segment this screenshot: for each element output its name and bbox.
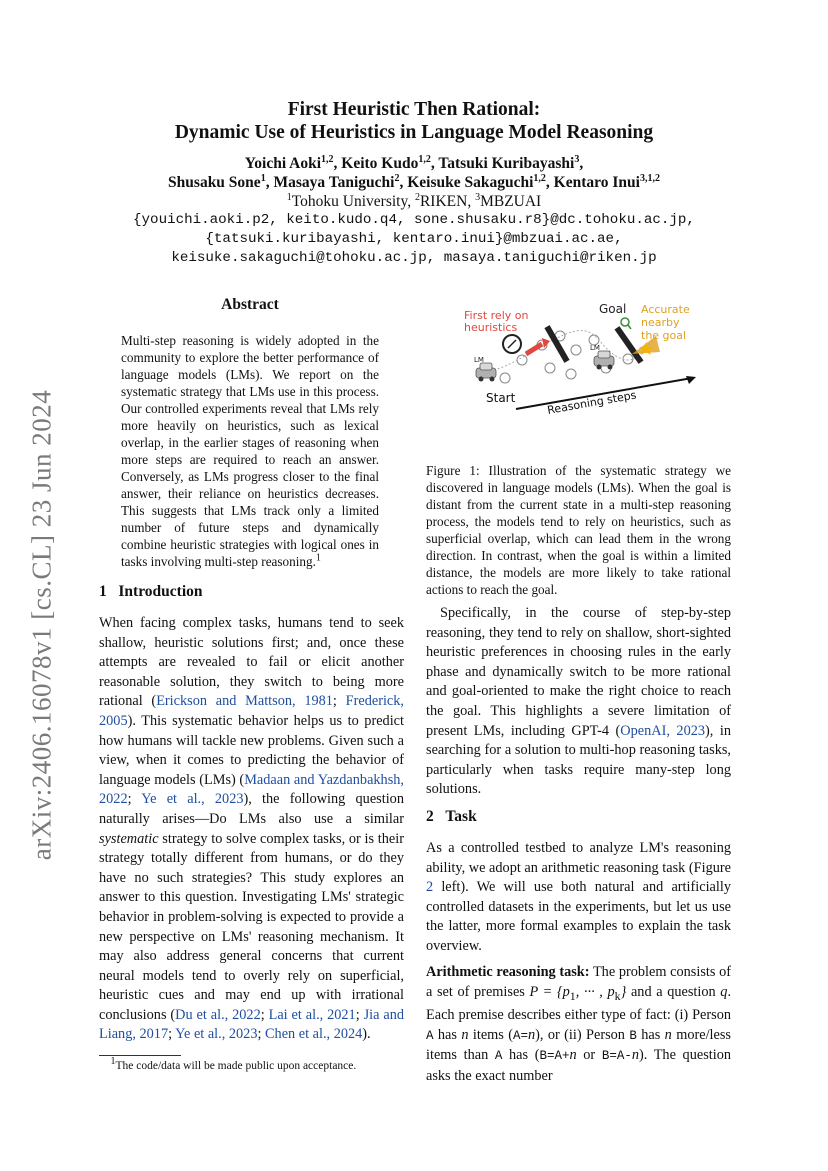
text-run: Specifically, in the course of step-by-step reasoning, they tend to rely on shallow, short-sighted heuristic preferences in choosing rules in the early phase and dynamically switch to be more rational and goal-oriented to make the right choice to reach the goal. This highlights a severe limitation of present LMs, including GPT-4 ( xyxy=(426,605,731,739)
text-run: strategy to solve complex tasks, or is their strategy totally different from humans, or do they have no such strategies? This study explores an answer to this question. Investigating LMs' strategic behavior in problem-solving is expected to provide a new perspective on LMs' reasoning mechanism. It may also address general concerns that current neural models tend to overly rely on superficial, heuristic cues and may end up with irrational conclusions ( xyxy=(99,830,404,1023)
code-run: A= xyxy=(513,1028,529,1043)
label-lm: LM xyxy=(590,344,600,352)
citation-link[interactable]: Ye et al., 2023 xyxy=(141,791,244,808)
text-run: has xyxy=(433,1026,462,1043)
affil-mark: 2 xyxy=(414,191,420,203)
author-name: Masaya Taniguchi xyxy=(273,174,395,191)
email-line-2[interactable]: {tatsuki.kuribayashi, kentaro.inui}@mbzuai.ac.ae, xyxy=(205,231,623,247)
abstract-body: Multi-step reasoning is widely adopted in the community to explore the better performance of language models (LMs). We report on the systematic strategy that LMs use in this process. Our controlled experiments reveal that LMs rely more heavily on heuristics, such as lexical overlap, in the earlier stages of reasoning when more steps are required to reach an answer. Conversely, as LMs progress closer to the final answer, their reliance on heuristics decreases. This suggests that LMs track only a limited number of future steps and dynamically combine heuristic strategies with logical ones in tasks involving multi-step reasoning. xyxy=(121,333,379,569)
affiliations xyxy=(100,192,728,211)
author-affil-mark: 1 xyxy=(260,172,266,184)
intro-paragraph-1 xyxy=(99,614,404,1045)
arxiv-sidebar xyxy=(22,365,62,885)
trajectory-node xyxy=(545,363,555,373)
citation-link[interactable]: Lai et al., 2021 xyxy=(268,1006,356,1023)
label-accurate: nearby xyxy=(641,316,680,329)
text-run: ; xyxy=(260,1006,269,1023)
text-run: ). xyxy=(362,1026,371,1043)
section-number: 2 xyxy=(426,808,434,825)
text-run: ; xyxy=(168,1026,176,1043)
intro-paragraph-2 xyxy=(426,604,731,800)
car-icon xyxy=(476,363,496,382)
trajectory-node xyxy=(566,369,576,379)
affil-mark: 3 xyxy=(475,191,481,203)
author-affil-mark: 3 xyxy=(574,153,580,165)
section-number: 1 xyxy=(99,583,107,600)
math-run: P = {p xyxy=(529,983,570,1000)
trajectory-node xyxy=(500,373,510,383)
citation-link[interactable]: Erickson and Mattson, 1981 xyxy=(156,693,333,710)
author-affil-mark: 1,2 xyxy=(533,172,546,184)
author-name: Keisuke Sakaguchi xyxy=(407,174,534,191)
math-run: n xyxy=(461,1026,469,1043)
math-run: n xyxy=(528,1026,536,1043)
text-run: ). The question asks the exact number xyxy=(426,1047,731,1084)
author-affil-mark: 2 xyxy=(394,172,400,184)
text-run: and a question xyxy=(626,983,721,1000)
citation-link[interactable]: Madaan and Yazdanbakhsh, 2022 xyxy=(99,771,404,808)
code-run: B=A- xyxy=(601,1049,632,1064)
citation-link[interactable]: Du et al., 2022 xyxy=(175,1006,261,1023)
figure-1 xyxy=(456,296,702,416)
author-affil-mark: 1,2 xyxy=(418,153,431,165)
task-paragraph-2 xyxy=(426,963,731,1086)
label-heuristics: heuristics xyxy=(464,321,518,334)
section-heading-task xyxy=(426,808,731,826)
label-lm: LM xyxy=(474,356,484,364)
author-name: Kentaro Inui xyxy=(553,174,640,191)
author-affil-mark: 1,2 xyxy=(321,153,334,165)
text-run: ). This systematic behavior helps us to predict how humans will tackle new problems. Given such a view, when it comes to predicting the behavior of language models (LMs) ( xyxy=(99,712,404,788)
math-run: n xyxy=(664,1026,672,1043)
section-title: Introduction xyxy=(118,583,203,600)
author-name: Tatsuki Kuribayashi xyxy=(438,155,575,172)
email-line-3[interactable]: keisuke.sakaguchi@tohoku.ac.jp, masaya.taniguchi@riken.jp xyxy=(171,250,657,266)
citation-link[interactable]: Frederick, 2005 xyxy=(99,693,404,729)
math-run: q xyxy=(720,983,728,1000)
steps-axis-arrowhead xyxy=(686,376,696,384)
affil-name: Tohoku University, xyxy=(291,193,415,210)
barrier xyxy=(544,325,569,363)
trajectory-node xyxy=(623,354,633,364)
text-run: When facing complex tasks, humans tend to seek shallow, heuristic solutions first; and, once these attempts are revealed to fail or elicit another reasonable solution, they switch to being more rational ( xyxy=(99,615,404,710)
affil-mark: 1 xyxy=(286,191,292,203)
text-run: ), in searching for a solution to multi-hop reasoning tasks, particularly when tasks require many-step long solutions. xyxy=(426,722,731,798)
author-name: Keito Kudo xyxy=(341,155,419,172)
code-run: B xyxy=(629,1028,637,1043)
label-accurate: Accurate xyxy=(641,303,690,316)
label-heuristics: First rely on xyxy=(464,309,529,322)
code-run: A xyxy=(494,1049,503,1064)
affil-name: MBZUAI xyxy=(480,193,542,210)
author-name: Yoichi Aoki xyxy=(244,155,322,172)
figure-1-illustration xyxy=(456,296,702,416)
text-run: has xyxy=(636,1026,665,1043)
text-run: has ( xyxy=(502,1047,540,1064)
section-title: Task xyxy=(445,808,477,825)
email-line-1[interactable]: {youichi.aoki.p2, keito.kudo.q4, sone.shusaku.r8}@dc.tohoku.ac.jp, xyxy=(133,212,695,228)
paper-title xyxy=(100,98,728,144)
magnifier-handle xyxy=(628,325,631,329)
text-run: ; xyxy=(332,693,346,710)
text-run: or xyxy=(576,1047,602,1064)
label-reasoning-steps: Reasoning steps xyxy=(546,388,638,416)
text-run: ; xyxy=(355,1006,364,1023)
author-affil-mark: 3,1,2 xyxy=(639,172,660,184)
label-goal: Goal xyxy=(599,302,627,316)
citation-link[interactable]: Chen et al., 2024 xyxy=(265,1026,363,1043)
text-run: . Each premise describes either type of fact: (i) Person xyxy=(426,983,732,1024)
code-run: A xyxy=(426,1028,434,1043)
section-heading-introduction xyxy=(99,583,404,601)
code-run: B=A+ xyxy=(539,1049,570,1064)
trajectory-node xyxy=(571,345,581,355)
text-run: items ( xyxy=(468,1026,513,1043)
arxiv-identifier: arXiv:2406.16078v1 [cs.CL] 23 Jun 2024 xyxy=(26,389,57,861)
footnote-text: The code/data will be made public upon acceptance. xyxy=(115,1060,357,1072)
label-start: Start xyxy=(486,391,516,405)
author-name: Shusaku Sone xyxy=(168,174,261,191)
figure-reference-link[interactable]: 2 xyxy=(426,879,434,896)
title-line-1: First Heuristic Then Rational: xyxy=(287,99,541,120)
abstract-heading: Abstract xyxy=(221,296,279,313)
footnote-mark[interactable]: 1 xyxy=(315,552,321,564)
text-run: ; xyxy=(257,1026,266,1043)
affil-name: RIKEN, xyxy=(419,193,476,210)
citation-link[interactable]: Ye et al., 2023 xyxy=(175,1026,258,1043)
paragraph-run-in-heading: Arithmetic reasoning task: xyxy=(426,964,590,980)
title-line-2: Dynamic Use of Heuristics in Language Model Reasoning xyxy=(174,122,654,143)
task-paragraph-1 xyxy=(426,839,731,957)
text-run: ), the following question naturally arises—Do LMs also use a similar xyxy=(99,791,404,827)
math-run: n xyxy=(631,1047,639,1064)
figure-1-caption: Figure 1: Illustration of the systematic strategy we discovered in language models (LMs). When the goal is distant from the current state in a multi-step reasoning process, the models tend to rely on heuristics, such as superficial overlap, which can lead them in the wrong direction. In contrast, when the goal is within a limited distance, the models are more likely to take rational actions to reach the goal. xyxy=(426,463,731,597)
math-subscript: k xyxy=(614,988,621,1003)
text-run: ; xyxy=(127,791,142,808)
math-run: , ··· , p xyxy=(575,983,615,1000)
emphasis: systematic xyxy=(99,830,159,847)
text-run: left). We will use both natural and artificially controlled datasets in the experiments, but let us use the latter, more formal examples to explain the task overview. xyxy=(426,879,731,954)
citation-link[interactable]: Jia and Liang, 2017 xyxy=(99,1006,405,1043)
author-line-2: Shusaku Sone$^1$, Masaya Taniguchi$^2$, Keisuke Sakaguchi$^{1,2}$, Kentaro Inui$^{3,1,2}$ xyxy=(168,172,660,191)
magnifier-icon xyxy=(621,318,629,326)
math-run: n xyxy=(569,1047,577,1064)
author-block xyxy=(100,154,728,268)
math-run: } xyxy=(620,983,627,1000)
author-line-1: Yoichi Aoki$^{1,2}$, Keito Kudo$^{1,2}$, Tatsuki Kuribayashi$^3$, xyxy=(244,153,584,172)
abstract-text xyxy=(121,332,379,570)
math-subscript: 1 xyxy=(569,988,576,1003)
text-run: more/less items than xyxy=(426,1026,731,1064)
text-run: As a controlled testbed to analyze LM's reasoning ability, we adopt an arithmetic reasoning task (Figure xyxy=(426,840,731,876)
label-accurate: the goal xyxy=(641,329,687,342)
footnote xyxy=(99,1056,404,1072)
text-run: ), or (ii) Person xyxy=(535,1026,630,1043)
trajectory-node xyxy=(517,355,527,365)
text-run: The problem consists of a set of premises xyxy=(426,964,731,1000)
citation-link[interactable]: OpenAI, 2023 xyxy=(620,722,706,739)
footnote-mark: 1 xyxy=(110,1056,116,1068)
